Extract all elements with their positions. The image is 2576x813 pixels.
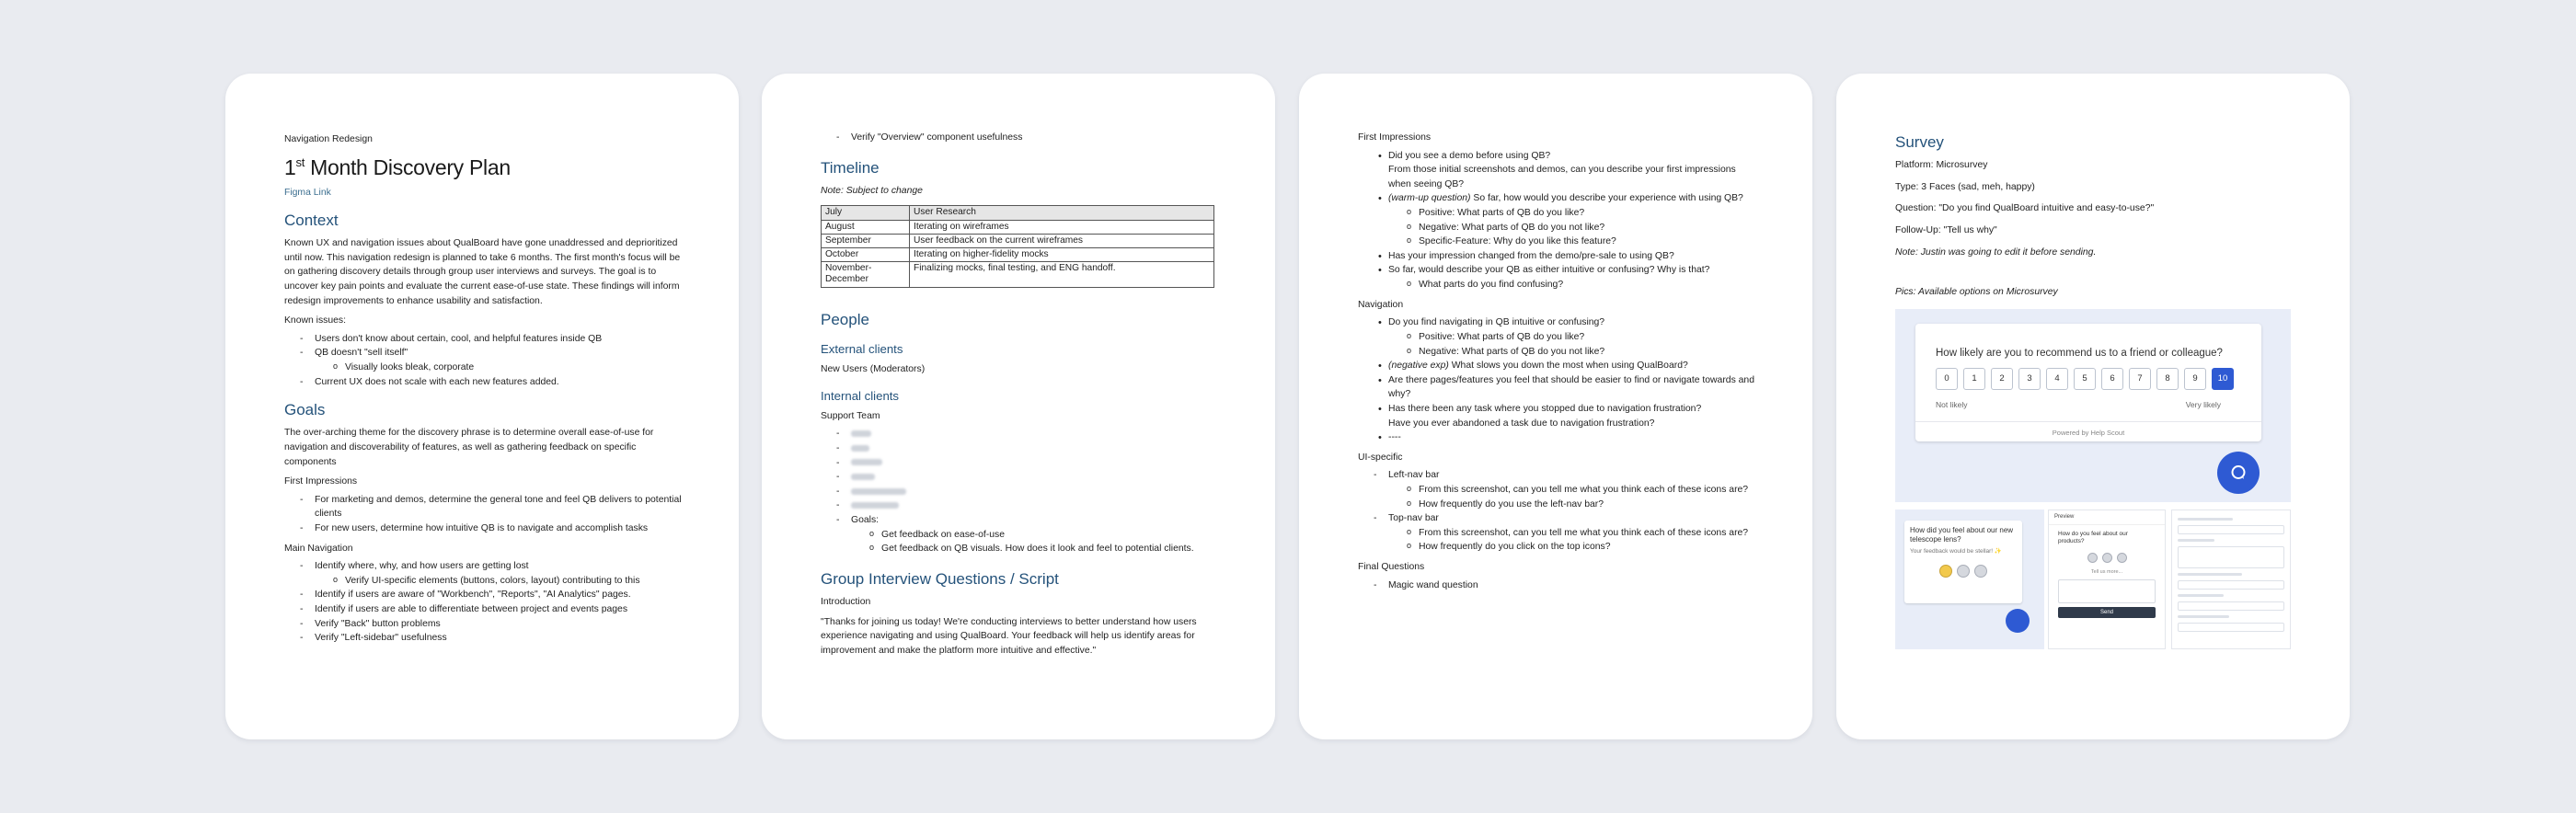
list-item: • Are there pages/features you feel that should be easier to find or navigate towards and why? xyxy=(1358,373,1755,402)
redacted-name xyxy=(821,470,1218,485)
document-page-4 xyxy=(1836,74,2350,739)
survey-platform: Platform: Microsurvey xyxy=(1895,160,1988,171)
main-navigation-list xyxy=(284,559,682,646)
support-team-list xyxy=(821,427,1218,555)
survey-type: Type: 3 Faces (sad, meh, happy) xyxy=(1895,181,2035,192)
survey-question: Question: "Do you find QualBoard intuitive and easy-to-use?" xyxy=(1895,203,2155,214)
external-clients-text: New Users (Moderators) xyxy=(821,363,926,374)
known-issues-list xyxy=(284,332,682,389)
introduction-label: Introduction xyxy=(821,596,871,607)
navigation-label: Navigation xyxy=(1358,299,1404,310)
table-row: August Iterating on wireframes xyxy=(822,220,1214,234)
nps-option[interactable]: 7 xyxy=(2129,368,2151,390)
sad-face-icon[interactable] xyxy=(2087,553,2098,563)
list-item: o How frequently do you use the left-nav bar? xyxy=(1358,498,1755,512)
list-item: • Did you see a demo before using QB? From those initial screenshots and demos, can you describe your first impressions when seeing QB? xyxy=(1358,149,1755,192)
happy-face-icon[interactable] xyxy=(2117,553,2127,563)
list-item: o From this screenshot, can you tell me what you think each of these icons are? xyxy=(1358,483,1755,498)
preview-send-button[interactable]: Send xyxy=(2058,607,2156,618)
first-impressions-label: First Impressions xyxy=(284,476,358,487)
page-title: 1st Month Discovery Plan xyxy=(284,155,511,179)
nps-option[interactable]: 2 xyxy=(1991,368,2013,390)
document-page-1 xyxy=(225,74,739,739)
list-item: - Identify where, why, and how users are getting lost o Verify UI-specific elements (buttons, colors, layout) contributing to this xyxy=(284,559,682,588)
meh-face-icon[interactable] xyxy=(2102,553,2112,563)
nps-option-selected[interactable]: 10 xyxy=(2212,368,2234,390)
figma-link[interactable]: Figma Link xyxy=(284,187,331,198)
preview-title: Preview xyxy=(2049,510,2165,525)
preview-survey-thumbnail xyxy=(2048,510,2166,649)
nps-low-label: Not likely xyxy=(1936,399,1968,409)
nps-scale xyxy=(1936,368,2234,390)
timeline-table xyxy=(821,205,1214,287)
list-item: - Magic wand question xyxy=(1358,578,1755,593)
survey-followup: Follow-Up: "Tell us why" xyxy=(1895,224,1997,235)
survey-thumbnails xyxy=(1895,510,2291,649)
faces-survey-thumbnail xyxy=(1895,510,2044,649)
nps-option[interactable]: 9 xyxy=(2184,368,2206,390)
interview-heading: Group Interview Questions / Script xyxy=(821,569,1059,588)
happy-face-icon[interactable] xyxy=(1939,565,1952,578)
list-item: o Positive: What parts of QB do you like? xyxy=(1358,330,1755,345)
meh-face-icon[interactable] xyxy=(1957,565,1970,578)
form-builder-thumbnail xyxy=(2171,510,2291,649)
context-heading: Context xyxy=(284,212,339,230)
goals-paragraph: The over-arching theme for the discovery phrase is to determine overall ease-of-use for navigation and discoverability of features, as well as gathering feedback on specific components xyxy=(284,428,654,467)
nps-card xyxy=(1915,324,2261,441)
list-item: - Goals: o Get feedback on ease-of-use o Get feedback on QB visuals. How does it look and feel to potential clients. xyxy=(821,513,1218,556)
doc-label: Navigation Redesign xyxy=(284,134,373,144)
nps-footer: Powered by Help Scout xyxy=(1915,421,2261,438)
pics-caption: Pics: Available options on Microsurvey xyxy=(1895,287,2058,298)
first-impressions-list xyxy=(284,493,682,536)
list-item: - For marketing and demos, determine the general tone and feel QB delivers to potential clients xyxy=(284,493,682,521)
introduction-quote: "Thanks for joining us today! We're conducting interviews to better understand how users experience navigating and using QualBoard. Your feedback will help us identify areas for improvement and make the platform more intuitive and effective." xyxy=(821,616,1197,656)
list-item: • (warm-up question) So far, how would you describe your experience with using QB? o Positive: What parts of QB do you like? o Negative: What parts of QB do you not like? o Specific-Feature: Why do you like this feature? xyxy=(1358,191,1755,248)
list-item: • Has your impression changed from the demo/pre-sale to using QB? xyxy=(1358,249,1755,264)
list-item: o Visually looks bleak, corporate xyxy=(284,361,682,375)
list-item: - Top-nav bar o From this screenshot, can you tell me what you think each of these icons are? o How frequently do you click on the top icons? xyxy=(1358,511,1755,555)
list-item: o Verify UI-specific elements (buttons, colors, layout) contributing to this xyxy=(284,574,682,589)
redacted-name xyxy=(821,485,1218,499)
people-heading: People xyxy=(821,310,869,328)
list-item: o What parts do you find confusing? xyxy=(1358,278,1755,292)
nps-option[interactable]: 3 xyxy=(2018,368,2041,390)
list-item: - QB doesn't "sell itself" o Visually looks bleak, corporate xyxy=(284,346,682,374)
nps-high-label: Very likely xyxy=(2185,399,2221,409)
nps-option[interactable]: 5 xyxy=(2074,368,2096,390)
continued-list xyxy=(821,131,1218,145)
redacted-name xyxy=(821,427,1218,441)
redacted-name xyxy=(821,456,1218,471)
nps-survey-screenshot xyxy=(1895,309,2291,502)
first-impressions-label: First Impressions xyxy=(1358,132,1432,143)
list-item: • Do you find navigating in QB intuitive or confusing? o Positive: What parts of QB do you like? o Negative: What parts of QB do you not like? xyxy=(1358,315,1755,359)
list-item: o Get feedback on QB visuals. How does it look and feel to potential clients. xyxy=(821,542,1218,556)
timeline-heading: Timeline xyxy=(821,158,880,177)
document-page-2 xyxy=(762,74,1275,739)
list-item: o Negative: What parts of QB do you not like? xyxy=(1358,345,1755,360)
list-item: - Left-nav bar o From this screenshot, can you tell me what you think each of these icons are? o How frequently do you use the left-nav bar? xyxy=(1358,468,1755,511)
table-row: July User Research xyxy=(822,206,1214,220)
list-item: o Specific-Feature: Why do you like this feature? xyxy=(1358,235,1755,249)
chat-bubble-icon[interactable] xyxy=(2217,452,2260,494)
list-item: - For new users, determine how intuitive QB is to navigate and accomplish tasks xyxy=(284,521,682,536)
first-impressions-questions xyxy=(1358,149,1755,292)
timeline-note: Note: Subject to change xyxy=(821,185,923,196)
survey-note: Note: Justin was going to edit it before sending. xyxy=(1895,246,2097,258)
list-item: o From this screenshot, can you tell me what you think each of these icons are? xyxy=(1358,526,1755,541)
goals-heading: Goals xyxy=(284,401,326,419)
list-item: o How frequently do you click on the top icons? xyxy=(1358,540,1755,555)
list-item: • So far, would describe your QB as either intuitive or confusing? Why is that? o What parts do you find confusing? xyxy=(1358,263,1755,292)
main-navigation-label: Main Navigation xyxy=(284,543,353,554)
faces-subtext: Your feedback would be stellar! ✨ xyxy=(1910,547,2002,555)
table-row: October Iterating on higher-fidelity mocks xyxy=(822,248,1214,262)
nps-option[interactable]: 6 xyxy=(2101,368,2123,390)
external-clients-heading: External clients xyxy=(821,341,903,356)
list-item: o Negative: What parts of QB do you not like? xyxy=(1358,221,1755,235)
support-team-label: Support Team xyxy=(821,410,880,421)
redacted-name xyxy=(821,498,1218,513)
faces-question: How did you feel about our new telescope lens? xyxy=(1910,525,2014,544)
ui-specific-label: UI-specific xyxy=(1358,452,1403,463)
redacted-name xyxy=(821,441,1218,456)
faces-card xyxy=(1904,521,2022,603)
navigation-questions xyxy=(1358,315,1755,444)
preview-tell-us: Tell us more... xyxy=(2090,569,2123,575)
chat-bubble-icon[interactable] xyxy=(2006,609,2030,633)
list-item: o Get feedback on ease-of-use xyxy=(821,528,1218,543)
survey-heading: Survey xyxy=(1895,133,1944,151)
final-questions-label: Final Questions xyxy=(1358,562,1425,573)
table-row: November-December Finalizing mocks, final testing, and ENG handoff. xyxy=(822,262,1214,287)
list-item: - Identify if users are able to differentiate between project and events pages xyxy=(284,602,682,617)
document-page-3 xyxy=(1299,74,1812,739)
list-item: • ---- xyxy=(1358,430,1755,445)
list-item: • Has there been any task where you stopped due to navigation frustration? Have you ever abandoned a task due to navigation frustration? xyxy=(1358,402,1755,430)
list-item: o Positive: What parts of QB do you like? xyxy=(1358,206,1755,221)
nps-option[interactable]: 0 xyxy=(1936,368,1958,390)
nps-option[interactable]: 1 xyxy=(1963,368,1985,390)
list-item: - Current UX does not scale with each new features added. xyxy=(284,375,682,390)
faces-row xyxy=(2049,553,2165,563)
list-item: - Verify "Left-sidebar" usefulness xyxy=(284,631,682,646)
faces-row xyxy=(1910,565,2017,578)
internal-clients-heading: Internal clients xyxy=(821,388,900,403)
nps-option[interactable]: 4 xyxy=(2046,368,2068,390)
known-issues-label: Known issues: xyxy=(284,315,346,326)
ui-specific-list xyxy=(1358,468,1755,555)
list-item: • (negative exp) What slows you down the most when using QualBoard? xyxy=(1358,359,1755,373)
context-paragraph: Known UX and navigation issues about QualBoard have gone unaddressed and deprioritized until now. This navigation redesign is planned to take 6 months. The first month's focus will be on gathering discovery details through group user interviews and surveys. The goal is to uncover key pain points and evaluate the current ease-of-use state. These findings will inform redesign improvements to enhance usability and satisfaction. xyxy=(284,238,681,306)
sad-face-icon[interactable] xyxy=(1974,565,1987,578)
preview-question: How do you feel about our products? xyxy=(2058,530,2128,544)
nps-option[interactable]: 8 xyxy=(2156,368,2179,390)
table-row: September User feedback on the current wireframes xyxy=(822,234,1214,247)
list-item: - Identify if users are aware of "Workbench", "Reports", "AI Analytics" pages. xyxy=(284,588,682,602)
nps-question: How likely are you to recommend us to a friend or colleague? xyxy=(1936,347,2223,359)
preview-textarea[interactable] xyxy=(2058,579,2156,603)
final-questions-list xyxy=(1358,578,1755,593)
list-item: - Verify "Overview" component usefulness xyxy=(821,131,1218,145)
list-item: - Verify "Back" button problems xyxy=(284,617,682,632)
list-item: - Users don't know about certain, cool, and helpful features inside QB xyxy=(284,332,682,347)
